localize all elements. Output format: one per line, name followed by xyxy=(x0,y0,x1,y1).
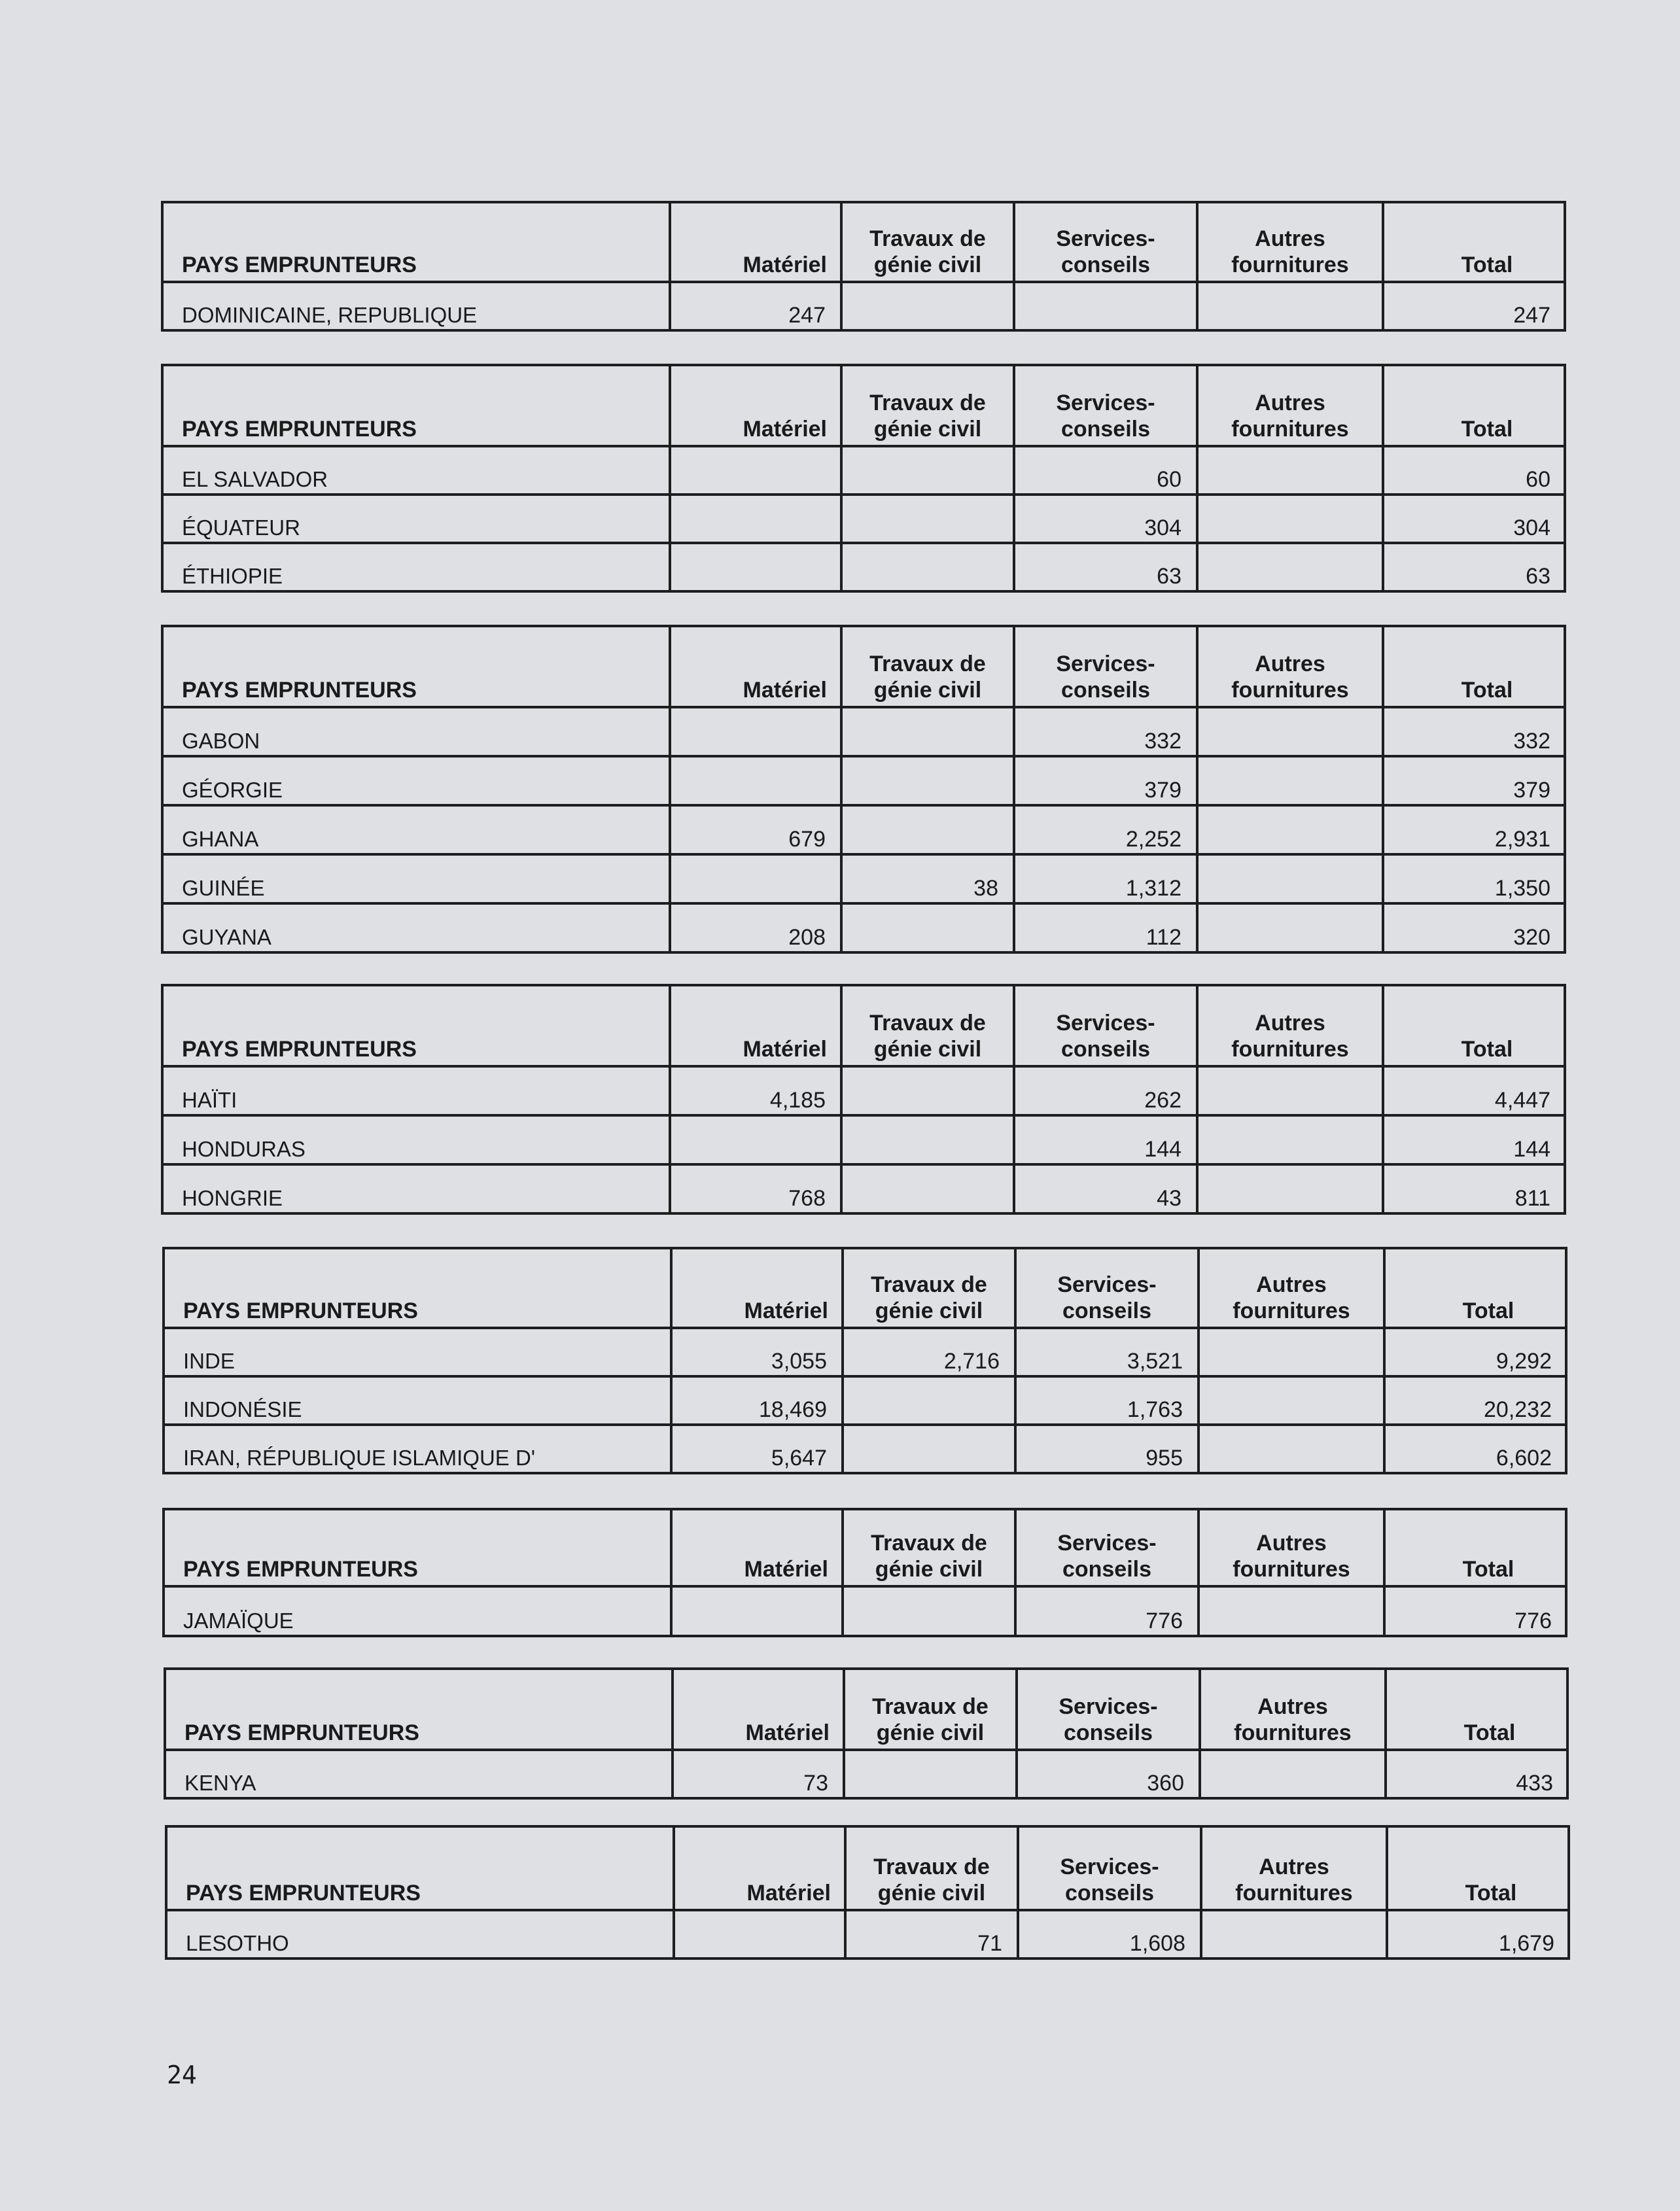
table-row xyxy=(162,282,1565,330)
country-name: GABON xyxy=(162,707,670,756)
header-autres-line-2: fournitures xyxy=(1231,678,1349,703)
header-materiel: Matériel xyxy=(670,626,841,707)
header-autres xyxy=(1201,1826,1387,1910)
header-services-line-2: conseils xyxy=(1062,1298,1152,1323)
header-services xyxy=(1017,1669,1200,1750)
header-autres-line-2: fournitures xyxy=(1234,1720,1352,1745)
value-materiel xyxy=(670,543,841,591)
value-total: 60 xyxy=(1383,446,1565,495)
header-country: PAYS EMPRUNTEURS xyxy=(166,1826,674,1910)
value-materiel xyxy=(670,707,841,756)
value-services: 379 xyxy=(1014,756,1197,805)
borrower-table xyxy=(164,1667,1569,1800)
value-autres xyxy=(1197,854,1383,903)
header-autres xyxy=(1197,626,1383,707)
table-row xyxy=(162,446,1565,495)
table-row xyxy=(162,1066,1565,1115)
header-services-line-1: Services- xyxy=(1056,652,1155,676)
header-total: Total xyxy=(1383,626,1565,707)
country-name: GÉORGIE xyxy=(162,756,670,805)
country-name: LESOTHO xyxy=(166,1910,674,1959)
header-services xyxy=(1015,1509,1199,1586)
header-services-line-2: conseils xyxy=(1060,417,1151,442)
borrower-table xyxy=(162,1247,1567,1474)
value-materiel: 5,647 xyxy=(671,1425,843,1473)
value-materiel xyxy=(670,1115,841,1164)
header-services-line-2: conseils xyxy=(1063,1720,1153,1745)
value-services: 1,763 xyxy=(1015,1376,1199,1425)
table-row xyxy=(164,1376,1566,1425)
country-name: ÉTHIOPIE xyxy=(162,543,670,591)
header-services-line-1: Services- xyxy=(1057,1531,1157,1556)
header-travaux-line-2: génie civil xyxy=(877,1881,986,1906)
value-services: 43 xyxy=(1014,1164,1197,1213)
value-travaux xyxy=(841,446,1014,495)
header-materiel: Matériel xyxy=(674,1826,845,1910)
country-name: GUINÉE xyxy=(162,854,670,903)
value-autres xyxy=(1197,543,1383,591)
table-row xyxy=(164,1425,1566,1473)
header-travaux-line-2: génie civil xyxy=(873,678,982,703)
header-total: Total xyxy=(1387,1826,1569,1910)
header-row xyxy=(162,365,1565,446)
value-materiel xyxy=(670,495,841,543)
header-autres-line-2: fournitures xyxy=(1233,1557,1350,1582)
value-autres xyxy=(1197,1115,1383,1164)
value-travaux xyxy=(841,1115,1014,1164)
header-services-line-2: conseils xyxy=(1060,1037,1151,1062)
value-total: 9,292 xyxy=(1384,1328,1566,1376)
value-materiel: 247 xyxy=(670,282,841,330)
borrower-table xyxy=(161,625,1566,954)
page-number: 24 xyxy=(167,2061,197,2089)
value-travaux xyxy=(841,805,1014,854)
table-row xyxy=(162,1164,1565,1213)
header-materiel: Matériel xyxy=(670,202,841,282)
header-autres-line-1: Autres xyxy=(1255,391,1325,415)
value-services: 3,521 xyxy=(1015,1328,1199,1376)
value-services: 2,252 xyxy=(1014,805,1197,854)
value-autres xyxy=(1199,1586,1384,1636)
value-total: 304 xyxy=(1383,495,1565,543)
header-travaux-line-2: génie civil xyxy=(873,1037,982,1062)
header-row xyxy=(164,1248,1566,1328)
value-autres xyxy=(1199,1328,1384,1376)
table-row xyxy=(165,1750,1567,1798)
value-travaux xyxy=(841,543,1014,591)
header-autres xyxy=(1197,365,1383,446)
header-travaux-line-2: génie civil xyxy=(873,252,982,277)
header-travaux-line-2: génie civil xyxy=(875,1557,983,1582)
value-autres xyxy=(1201,1910,1387,1959)
table-row xyxy=(164,1586,1566,1636)
header-travaux-line-2: génie civil xyxy=(876,1720,985,1745)
value-services: 360 xyxy=(1017,1750,1200,1798)
value-total: 776 xyxy=(1384,1586,1566,1636)
country-name: HONDURAS xyxy=(162,1115,670,1164)
value-total: 1,679 xyxy=(1387,1910,1569,1959)
borrower-table xyxy=(165,1825,1570,1960)
value-total: 332 xyxy=(1383,707,1565,756)
header-row xyxy=(164,1509,1566,1586)
header-services-line-2: conseils xyxy=(1060,252,1151,277)
country-name: IRAN, RÉPUBLIQUE ISLAMIQUE D' xyxy=(164,1425,671,1473)
header-services-line-1: Services- xyxy=(1056,226,1155,251)
value-autres xyxy=(1197,1066,1383,1115)
value-services: 262 xyxy=(1014,1066,1197,1115)
value-total: 6,602 xyxy=(1384,1425,1566,1473)
header-country: PAYS EMPRUNTEURS xyxy=(165,1669,673,1750)
header-autres-line-1: Autres xyxy=(1255,1011,1325,1036)
header-travaux-line-1: Travaux de xyxy=(869,652,986,676)
value-autres xyxy=(1197,805,1383,854)
header-autres-line-2: fournitures xyxy=(1231,417,1349,442)
value-services: 144 xyxy=(1014,1115,1197,1164)
value-travaux: 38 xyxy=(841,854,1014,903)
header-country: PAYS EMPRUNTEURS xyxy=(164,1248,671,1328)
header-row xyxy=(162,202,1565,282)
value-autres xyxy=(1197,707,1383,756)
value-total: 4,447 xyxy=(1383,1066,1565,1115)
country-name: ÉQUATEUR xyxy=(162,495,670,543)
value-total: 20,232 xyxy=(1384,1376,1566,1425)
value-travaux xyxy=(843,1586,1015,1636)
header-travaux xyxy=(843,1509,1015,1586)
value-services xyxy=(1014,282,1197,330)
header-autres xyxy=(1197,985,1383,1066)
header-row xyxy=(162,626,1565,707)
borrower-table xyxy=(161,201,1566,332)
header-services xyxy=(1015,1248,1199,1328)
value-materiel xyxy=(671,1586,843,1636)
value-total: 1,350 xyxy=(1383,854,1565,903)
header-travaux-line-1: Travaux de xyxy=(869,1011,986,1036)
header-services-line-2: conseils xyxy=(1062,1557,1152,1582)
value-autres xyxy=(1200,1750,1386,1798)
value-travaux xyxy=(841,756,1014,805)
value-autres xyxy=(1197,756,1383,805)
value-services: 63 xyxy=(1014,543,1197,591)
header-total: Total xyxy=(1384,1509,1566,1586)
header-row xyxy=(162,985,1565,1066)
borrower-table xyxy=(162,1508,1567,1637)
value-materiel: 3,055 xyxy=(671,1328,843,1376)
value-travaux xyxy=(844,1750,1017,1798)
header-total: Total xyxy=(1386,1669,1567,1750)
value-total: 144 xyxy=(1383,1115,1565,1164)
header-services xyxy=(1014,202,1197,282)
header-materiel: Matériel xyxy=(673,1669,844,1750)
country-name: INDE xyxy=(164,1328,671,1376)
header-travaux xyxy=(841,202,1014,282)
value-services: 304 xyxy=(1014,495,1197,543)
value-travaux xyxy=(843,1376,1015,1425)
value-materiel xyxy=(670,854,841,903)
header-autres xyxy=(1199,1248,1384,1328)
value-services: 1,608 xyxy=(1018,1910,1201,1959)
value-materiel xyxy=(674,1910,845,1959)
header-services xyxy=(1018,1826,1201,1910)
value-services: 60 xyxy=(1014,446,1197,495)
header-services xyxy=(1014,985,1197,1066)
table-row xyxy=(162,805,1565,854)
header-autres xyxy=(1199,1509,1384,1586)
header-autres-line-2: fournitures xyxy=(1233,1298,1350,1323)
header-services-line-1: Services- xyxy=(1056,1011,1155,1036)
value-autres xyxy=(1197,1164,1383,1213)
value-services: 332 xyxy=(1014,707,1197,756)
country-name: HONGRIE xyxy=(162,1164,670,1213)
header-autres-line-1: Autres xyxy=(1255,226,1325,251)
value-autres xyxy=(1197,903,1383,952)
value-travaux xyxy=(841,282,1014,330)
borrower-table xyxy=(161,984,1566,1215)
header-travaux xyxy=(845,1826,1018,1910)
header-total: Total xyxy=(1383,202,1565,282)
country-name: GUYANA xyxy=(162,903,670,952)
header-country: PAYS EMPRUNTEURS xyxy=(162,365,670,446)
header-travaux xyxy=(841,626,1014,707)
table-row xyxy=(162,1115,1565,1164)
value-total: 247 xyxy=(1383,282,1565,330)
header-services-line-1: Services- xyxy=(1060,1854,1159,1879)
value-services: 955 xyxy=(1015,1425,1199,1473)
header-travaux-line-1: Travaux de xyxy=(871,1531,987,1556)
value-autres xyxy=(1197,446,1383,495)
borrower-table xyxy=(161,364,1566,593)
value-travaux xyxy=(841,707,1014,756)
header-materiel: Matériel xyxy=(671,1248,843,1328)
header-materiel: Matériel xyxy=(670,985,841,1066)
value-travaux xyxy=(841,1066,1014,1115)
value-travaux xyxy=(841,1164,1014,1213)
header-travaux-line-1: Travaux de xyxy=(869,391,986,415)
value-autres xyxy=(1199,1425,1384,1473)
header-services xyxy=(1014,626,1197,707)
header-autres xyxy=(1197,202,1383,282)
table-row xyxy=(162,854,1565,903)
country-name: EL SALVADOR xyxy=(162,446,670,495)
value-materiel: 4,185 xyxy=(670,1066,841,1115)
header-travaux-line-1: Travaux de xyxy=(872,1694,989,1719)
header-services xyxy=(1014,365,1197,446)
country-name: JAMAÏQUE xyxy=(164,1586,671,1636)
header-services-line-1: Services- xyxy=(1057,1272,1157,1297)
value-autres xyxy=(1197,282,1383,330)
header-autres-line-2: fournitures xyxy=(1231,252,1349,277)
value-total: 63 xyxy=(1383,543,1565,591)
header-country: PAYS EMPRUNTEURS xyxy=(162,985,670,1066)
header-total: Total xyxy=(1383,365,1565,446)
value-travaux xyxy=(841,495,1014,543)
value-materiel: 18,469 xyxy=(671,1376,843,1425)
header-travaux xyxy=(841,985,1014,1066)
header-autres-line-1: Autres xyxy=(1257,1694,1328,1719)
header-autres-line-2: fournitures xyxy=(1231,1037,1349,1062)
value-services: 776 xyxy=(1015,1586,1199,1636)
value-total: 811 xyxy=(1383,1164,1565,1213)
value-services: 1,312 xyxy=(1014,854,1197,903)
header-country: PAYS EMPRUNTEURS xyxy=(162,202,670,282)
header-autres-line-1: Autres xyxy=(1259,1854,1329,1879)
value-materiel xyxy=(670,446,841,495)
header-services-line-1: Services- xyxy=(1059,1694,1158,1719)
value-services: 112 xyxy=(1014,903,1197,952)
header-country: PAYS EMPRUNTEURS xyxy=(164,1509,671,1586)
header-services-line-2: conseils xyxy=(1064,1881,1155,1906)
table-row xyxy=(162,707,1565,756)
table-row xyxy=(162,543,1565,591)
table-row xyxy=(162,495,1565,543)
value-materiel xyxy=(670,756,841,805)
header-materiel: Matériel xyxy=(670,365,841,446)
header-travaux-line-1: Travaux de xyxy=(869,226,986,251)
header-row xyxy=(166,1826,1569,1910)
country-name: GHANA xyxy=(162,805,670,854)
header-autres xyxy=(1200,1669,1386,1750)
header-materiel: Matériel xyxy=(671,1509,843,1586)
header-autres-line-1: Autres xyxy=(1256,1272,1327,1297)
value-total: 2,931 xyxy=(1383,805,1565,854)
value-materiel: 768 xyxy=(670,1164,841,1213)
value-total: 379 xyxy=(1383,756,1565,805)
value-autres xyxy=(1197,495,1383,543)
country-name: INDONÉSIE xyxy=(164,1376,671,1425)
table-row xyxy=(162,756,1565,805)
country-name: HAÏTI xyxy=(162,1066,670,1115)
header-row xyxy=(165,1669,1567,1750)
country-name: DOMINICAINE, REPUBLIQUE xyxy=(162,282,670,330)
value-total: 320 xyxy=(1383,903,1565,952)
header-travaux xyxy=(844,1669,1017,1750)
header-total: Total xyxy=(1384,1248,1566,1328)
header-travaux-line-1: Travaux de xyxy=(873,1854,990,1879)
header-country: PAYS EMPRUNTEURS xyxy=(162,626,670,707)
value-travaux xyxy=(841,903,1014,952)
value-materiel: 679 xyxy=(670,805,841,854)
header-travaux xyxy=(843,1248,1015,1328)
header-autres-line-1: Autres xyxy=(1256,1531,1327,1556)
header-services-line-1: Services- xyxy=(1056,391,1155,415)
header-travaux xyxy=(841,365,1014,446)
country-name: KENYA xyxy=(165,1750,673,1798)
header-total: Total xyxy=(1383,985,1565,1066)
header-travaux-line-2: génie civil xyxy=(873,417,982,442)
value-materiel: 208 xyxy=(670,903,841,952)
value-travaux: 71 xyxy=(845,1910,1018,1959)
table-row xyxy=(166,1910,1569,1959)
value-materiel: 73 xyxy=(673,1750,844,1798)
value-total: 433 xyxy=(1386,1750,1567,1798)
value-autres xyxy=(1199,1376,1384,1425)
table-row xyxy=(164,1328,1566,1376)
header-autres-line-2: fournitures xyxy=(1235,1881,1353,1906)
header-autres-line-1: Autres xyxy=(1255,652,1325,676)
header-services-line-2: conseils xyxy=(1060,678,1151,703)
value-travaux xyxy=(843,1425,1015,1473)
header-travaux-line-1: Travaux de xyxy=(871,1272,987,1297)
header-travaux-line-2: génie civil xyxy=(875,1298,983,1323)
table-row xyxy=(162,903,1565,952)
value-travaux: 2,716 xyxy=(843,1328,1015,1376)
